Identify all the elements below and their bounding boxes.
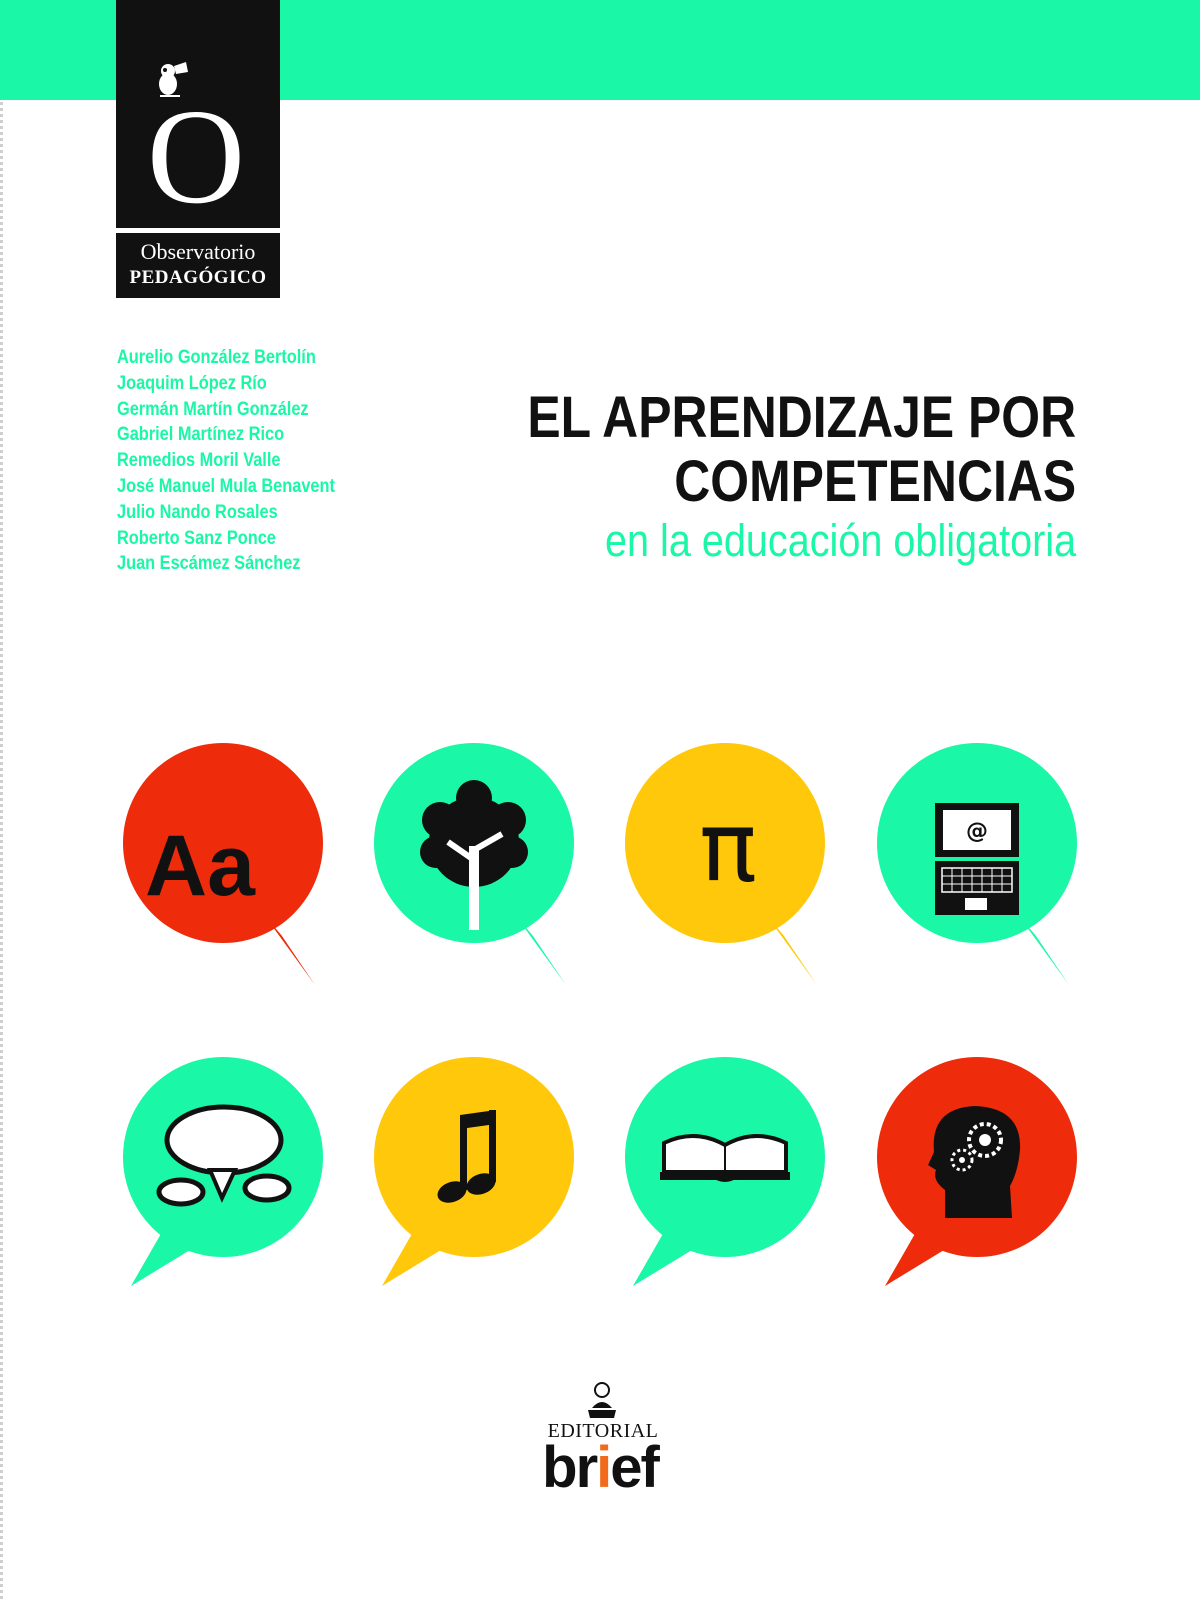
author-name: José Manuel Mula Benavent bbox=[117, 475, 335, 497]
author-name: Joaquim López Río bbox=[117, 372, 267, 394]
book-title bbox=[438, 386, 1076, 568]
open-book-icon bbox=[625, 1057, 825, 1286]
publisher-editorial-label: EDITORIAL bbox=[547, 1420, 659, 1442]
owl-o-emblem-icon bbox=[116, 0, 280, 228]
speech-bubbles-icon bbox=[123, 1057, 323, 1286]
publisher-logo bbox=[530, 1380, 670, 1510]
svg-text:π: π bbox=[699, 791, 757, 903]
competency-icons bbox=[0, 740, 1200, 1300]
series-name-line1: Observatorio bbox=[140, 239, 256, 264]
laptop-icon bbox=[877, 743, 1077, 985]
letters-icon bbox=[123, 743, 323, 985]
author-name: Julio Nando Rosales bbox=[117, 501, 278, 523]
author-list bbox=[117, 345, 335, 577]
head-gears-icon bbox=[877, 1057, 1077, 1286]
svg-text:O: O bbox=[146, 82, 246, 228]
series-logo bbox=[116, 0, 280, 228]
series-name-line2: PEDAGÓGICO bbox=[129, 267, 267, 288]
brand-part-start: br bbox=[542, 1435, 597, 1500]
svg-text:Aa: Aa bbox=[145, 818, 255, 914]
title-line-1: EL APRENDIZAJE POR bbox=[527, 385, 1076, 450]
book-subtitle: en la educación obligatoria bbox=[604, 515, 1076, 566]
author-name: Aurelio González Bertolín bbox=[117, 347, 316, 368]
tree-icon bbox=[374, 743, 574, 985]
author-name: Germán Martín González bbox=[117, 398, 309, 420]
author-name: Roberto Sanz Ponce bbox=[117, 527, 276, 549]
publisher-brand bbox=[530, 1437, 670, 1499]
music-note-icon bbox=[374, 1057, 574, 1286]
series-logo-label bbox=[116, 233, 280, 298]
author-name: Juan Escámez Sánchez bbox=[117, 553, 301, 575]
author-name: Gabriel Martínez Rico bbox=[117, 424, 285, 446]
brand-part-end: ef bbox=[610, 1435, 658, 1500]
title-line-2: COMPETENCIAS bbox=[674, 449, 1076, 514]
pi-icon bbox=[625, 743, 825, 985]
author-name: Remedios Moril Valle bbox=[117, 450, 281, 472]
svg-text:@: @ bbox=[966, 819, 988, 844]
brand-accent-letter: i bbox=[596, 1435, 611, 1500]
